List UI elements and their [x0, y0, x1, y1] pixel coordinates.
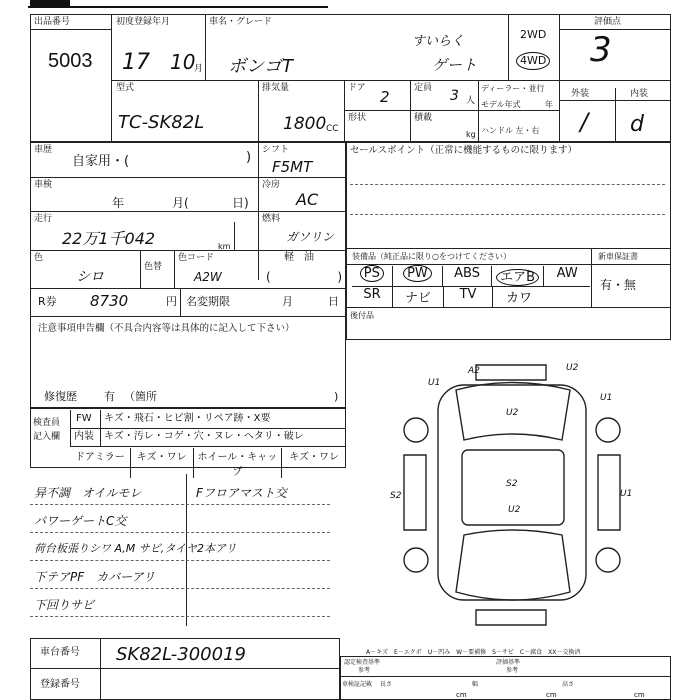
- inspector-interior-label: 内装: [74, 431, 94, 442]
- month-suffix: 月: [194, 64, 204, 74]
- first-reg-month: 10: [170, 50, 196, 74]
- equip-leather: カワ: [492, 287, 545, 307]
- repair-label: 修復歴: [44, 390, 77, 403]
- chassis-value: SK82L-300019: [116, 644, 246, 665]
- repair-close: ): [334, 390, 339, 403]
- equip-sr: SR: [363, 287, 381, 302]
- lot-no-label: 出品番号: [34, 17, 71, 27]
- year-unit: 年: [545, 100, 553, 109]
- equip-abs: ABS: [442, 266, 491, 286]
- interior-label: 内装: [630, 89, 649, 99]
- fuel-label: 燃料: [262, 214, 281, 224]
- door-label: ドア: [348, 83, 366, 93]
- color-code-value: A2W: [194, 270, 222, 284]
- equip-aw: AW: [543, 266, 590, 286]
- damage-legend: A－キズ E－エクボ U－凹み W－要補修 S－サビ C－腐食 XX－交換済: [366, 649, 581, 656]
- displacement-label: 排気量: [262, 83, 290, 93]
- note-right-1: Fフロアマスト交: [196, 486, 287, 500]
- length-label: 長さ: [380, 681, 393, 688]
- mark-u2-top: U2: [506, 408, 519, 418]
- interior-value: d: [630, 112, 644, 137]
- warranty-value: 有・無: [600, 278, 637, 292]
- reg-label: 登録番号: [40, 679, 80, 690]
- car-name: ボンゴT: [228, 56, 293, 77]
- cert-sub-1: 参考: [358, 667, 371, 674]
- ac-label: 冷房: [262, 180, 281, 190]
- door-mirror-items: キズ・ワレ: [130, 448, 193, 478]
- kg-unit: kg: [466, 130, 476, 139]
- note-3: 荷台板張りシワ A,M サビ,タイヤ2本アリ: [34, 542, 237, 555]
- model-label: 型式: [116, 83, 135, 93]
- color-label: 色: [34, 253, 44, 263]
- color-code-label: 色コード: [178, 253, 215, 263]
- size-label: 車検証記載: [342, 681, 373, 688]
- mark-s2-left: S2: [390, 491, 402, 501]
- equip-grid: [352, 266, 590, 307]
- inspection-label: 車検: [34, 180, 53, 190]
- light-oil-paren: ( ): [266, 270, 342, 284]
- name-change-day: 日: [328, 295, 339, 308]
- mileage-value: 22万1千042: [62, 229, 156, 248]
- cert-sub-2: 参考: [506, 667, 519, 674]
- grade-line1: すいらく: [412, 34, 465, 49]
- exterior-value: /: [580, 108, 589, 136]
- drive-4wd: 4WD: [520, 54, 547, 67]
- shift-label: シフト: [262, 145, 290, 155]
- sales-section: [346, 142, 671, 340]
- mark-u1-left: U1: [428, 378, 441, 388]
- capacity-unit: 人: [466, 96, 476, 106]
- capacity-label: 定員: [414, 83, 433, 93]
- shift-value: F5MT: [272, 158, 313, 176]
- model-value: TC-SK82L: [118, 112, 205, 133]
- mark-u2-right: U2: [566, 363, 579, 373]
- car-outline: [404, 365, 620, 625]
- load-label: 積載: [414, 113, 433, 123]
- repair-place: （箇所: [124, 390, 157, 403]
- r-label: R券: [38, 295, 57, 308]
- note-5: 下回りサビ: [34, 598, 95, 612]
- light-oil-label: 軽 油: [284, 252, 314, 263]
- type-close: ): [246, 150, 252, 165]
- cc-unit: CC: [326, 124, 339, 134]
- mileage-label: 走行: [34, 214, 53, 224]
- equip-ps: PS: [352, 266, 392, 286]
- mark-u1-side: U1: [620, 489, 633, 499]
- name-change-label: 名変期限: [186, 295, 230, 308]
- score-label: 評価点: [594, 17, 622, 27]
- mark-a2: A2: [468, 366, 480, 376]
- wheel-label: ホイール・キャップ: [193, 448, 282, 478]
- exterior-label: 外装: [571, 89, 590, 99]
- inspector-label2: 記入欄: [33, 432, 61, 442]
- mark-u2-center: U2: [508, 505, 521, 515]
- wheel-items: キズ・ワレ: [281, 448, 346, 478]
- first-reg-label: 初度登録年月: [116, 17, 171, 27]
- km-unit: km: [218, 242, 231, 251]
- door-mirror-label: ドアミラー: [75, 452, 125, 463]
- width-label: 幅: [472, 681, 479, 688]
- name-grade-label: 車名・グレード: [209, 17, 273, 27]
- repair-value: 有: [104, 390, 115, 403]
- sales-label: セールスポイント（正常に機能するものに限ります）: [350, 145, 578, 156]
- chassis-label: 車台番号: [40, 647, 80, 658]
- cert-label-1: 認定検査基準: [344, 659, 381, 666]
- equip-airbag: エアB: [491, 266, 544, 286]
- grade-line2: ゲート: [432, 56, 478, 74]
- drive-4wd-circle: [516, 52, 550, 70]
- mark-u1-right: U1: [600, 393, 613, 403]
- header-strip: [28, 0, 328, 8]
- r-value: 8730: [90, 292, 129, 310]
- equip-navi: ナビ: [392, 287, 443, 307]
- dealer-label: ディーラー・並行: [481, 84, 545, 93]
- note-4: 下テアPF カバーアリ: [34, 570, 156, 584]
- color-change-label: 色替: [144, 262, 163, 272]
- ac-value: AC: [296, 190, 319, 209]
- cert-label-2: 評価基準: [496, 659, 521, 666]
- car-damage-diagram: [386, 360, 672, 630]
- r-unit: 円: [166, 295, 177, 308]
- note-1: 异不調 オイルモレ: [34, 486, 142, 500]
- height-cm: cm: [634, 691, 645, 699]
- new-car-warranty-label: 新車保証書: [598, 252, 638, 261]
- first-reg-year: 17: [122, 50, 150, 75]
- shape-label: 形状: [348, 113, 367, 123]
- length-cm: cm: [456, 691, 467, 699]
- capacity-value: 3: [450, 88, 459, 104]
- lot-no-value: 5003: [48, 50, 93, 72]
- equip-label: 装備品（純正品に限り○をつけてください）: [352, 252, 511, 261]
- color-value: シロ: [76, 269, 104, 285]
- type-value: 自家用・(: [72, 154, 130, 169]
- drive-2wd: 2WD: [520, 28, 547, 41]
- door-value: 2: [380, 88, 390, 106]
- header-black-tab: [30, 0, 70, 6]
- fw-items: キズ・飛石・ヒビ割・リペア跡・X要: [104, 413, 271, 424]
- height-label: 高さ: [562, 681, 575, 688]
- name-change-month: 月: [282, 295, 293, 308]
- type-label: 車歴: [34, 145, 53, 155]
- insp-day: 日): [232, 196, 249, 210]
- note-2: パワーゲートC交: [34, 514, 127, 528]
- after-label: 後付品: [350, 311, 374, 320]
- inspector-interior-items: キズ・汚レ・コゲ・穴・ヌレ・ヘタリ・破レ: [104, 431, 304, 442]
- insp-month: 月(: [172, 196, 189, 210]
- equip-pw: PW: [392, 266, 443, 286]
- inspector-bottom-row: [70, 448, 346, 478]
- handle-label: ハンドル 左・右: [481, 126, 540, 135]
- fuel-value: ガソリン: [286, 230, 335, 244]
- inspector-label1: 検査員: [33, 418, 61, 428]
- fw-label: FW: [76, 413, 92, 424]
- notes-label: 注意事項申告欄（不具合内容等は具体的に記入して下さい）: [38, 323, 295, 334]
- width-cm: cm: [546, 691, 557, 699]
- mark-s2-center: S2: [506, 479, 518, 489]
- equip-tv: TV: [443, 287, 492, 307]
- score-value: 3: [590, 30, 612, 70]
- displacement-value: 1800: [283, 114, 327, 134]
- insp-year: 年: [112, 196, 125, 210]
- model-year-label: モデル年式: [481, 100, 521, 109]
